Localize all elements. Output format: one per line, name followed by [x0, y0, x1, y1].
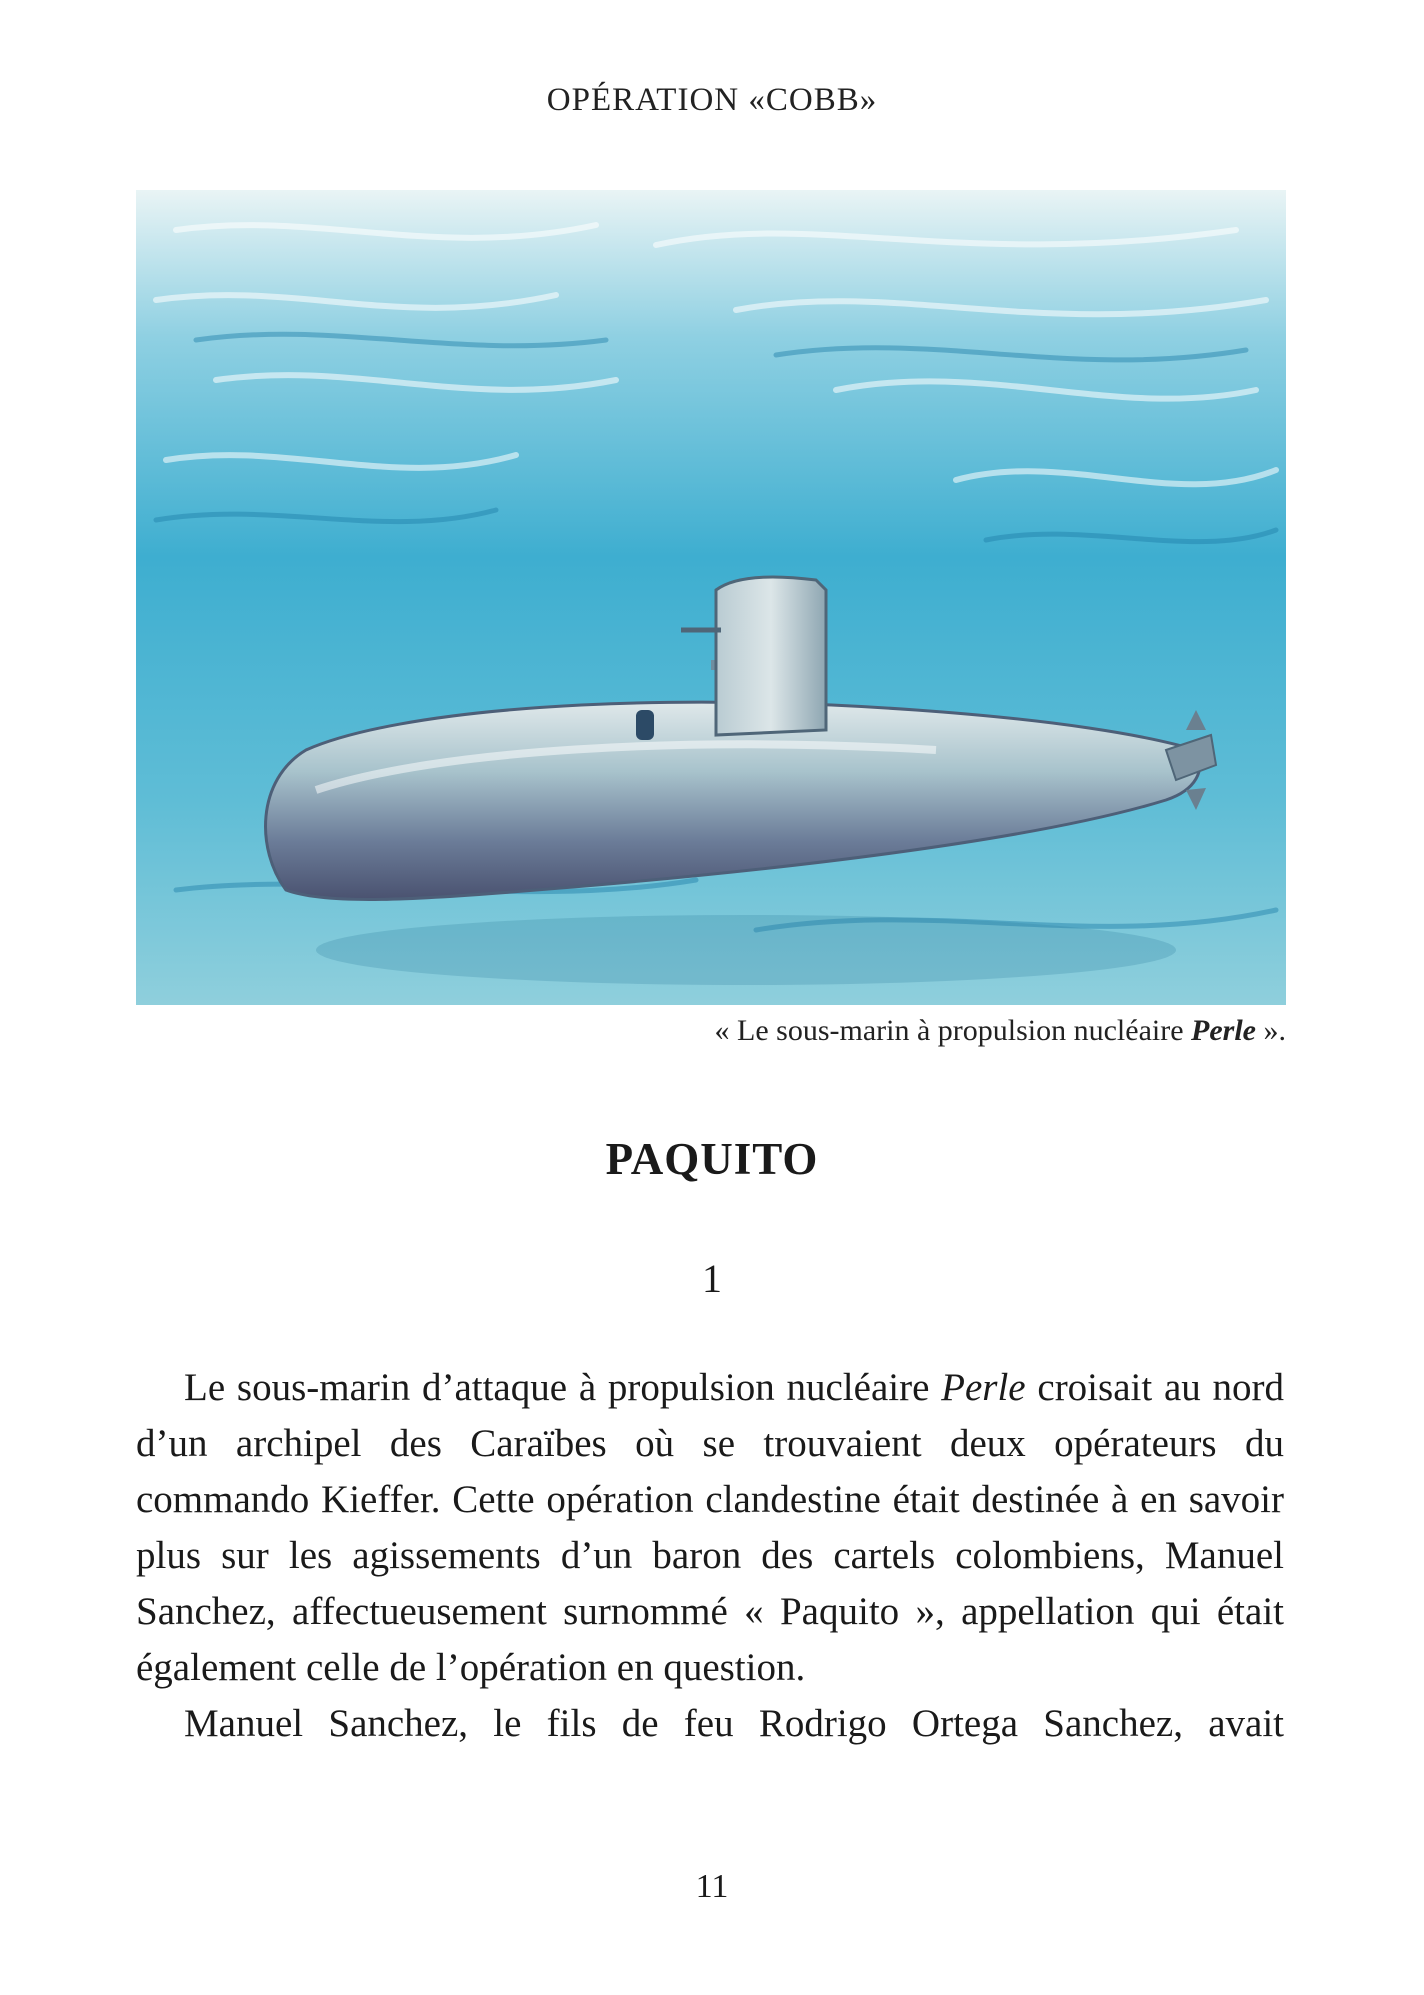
- paragraph-1-rest: croisait au nord d’un archipel des Caraïbes où se trouvaient deux opérateurs du commando Kieffer. Cette opération clandestine était destinée à en savoir plus sur les agissements d’un baron des cartels colombiens, Manuel Sanchez, affectueusement surnommé « Paquito », appellation qui était également celle de l’opération en question.: [136, 1366, 1284, 1689]
- paragraph-1-vessel-name: Perle: [941, 1366, 1026, 1409]
- paragraph-1: [136, 1360, 1284, 1696]
- paragraph-1-start: Le sous-marin d’attaque à propulsion nucléaire: [184, 1366, 942, 1409]
- paragraph-2: Manuel Sanchez, le fils de feu Rodrigo Ortega Sanchez, avait: [184, 1702, 1284, 1745]
- caption-vessel-name: Perle: [1191, 1014, 1256, 1047]
- figure-caption: [715, 1014, 1287, 1048]
- chapter-title: PAQUITO: [605, 1134, 819, 1184]
- caption-close: ».: [1256, 1014, 1286, 1047]
- submarine-illustration: [136, 190, 1286, 1005]
- section-number: 1: [702, 1256, 722, 1301]
- page-number: 11: [695, 1868, 729, 1905]
- running-header: OPÉRATION «COBB»: [546, 82, 878, 118]
- body-text: [136, 1360, 1284, 1752]
- caption-open: « Le sous-marin à propulsion nucléaire: [714, 1014, 1192, 1047]
